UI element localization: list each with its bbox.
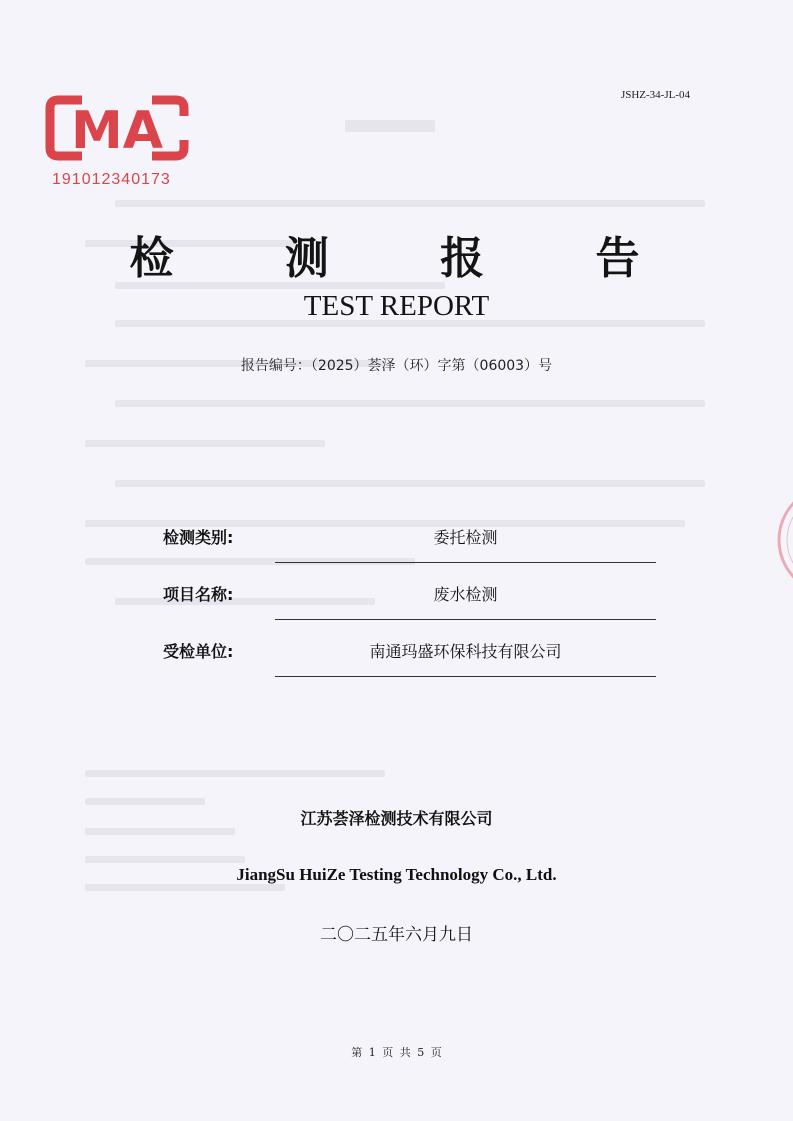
company-name-en: JiangSu HuiZe Testing Technology Co., Ltd.	[236, 865, 557, 884]
cma-cert-number: 191012340173	[52, 171, 171, 188]
project-underline	[275, 619, 656, 620]
cma-mark-text: MA	[71, 101, 163, 161]
document-code: JSHZ-34-JL-04	[620, 89, 690, 101]
report-title-en: TEST REPORT	[303, 290, 490, 322]
category-underline	[275, 562, 656, 563]
client-value: 南通玛盛环保科技有限公司	[369, 642, 562, 661]
report-number: 报告编号：（2025）荟泽（环）字第（06003）号	[240, 358, 553, 374]
project-value: 废水检测	[433, 585, 498, 604]
page-footer: 第 1 页 共 5 页	[351, 1046, 442, 1059]
category-value: 委托检测	[433, 528, 498, 547]
project-label: 项目名称:	[163, 585, 234, 604]
partial-company-seal	[753, 480, 793, 600]
client-underline	[275, 676, 656, 677]
company-name-cn: 江苏荟泽检测技术有限公司	[300, 809, 493, 828]
category-label: 检测类别:	[163, 528, 234, 547]
client-label: 受检单位:	[163, 642, 234, 661]
report-title-cn: 检 测 报 告	[129, 233, 688, 284]
report-date: 二〇二五年六月九日	[320, 925, 473, 945]
